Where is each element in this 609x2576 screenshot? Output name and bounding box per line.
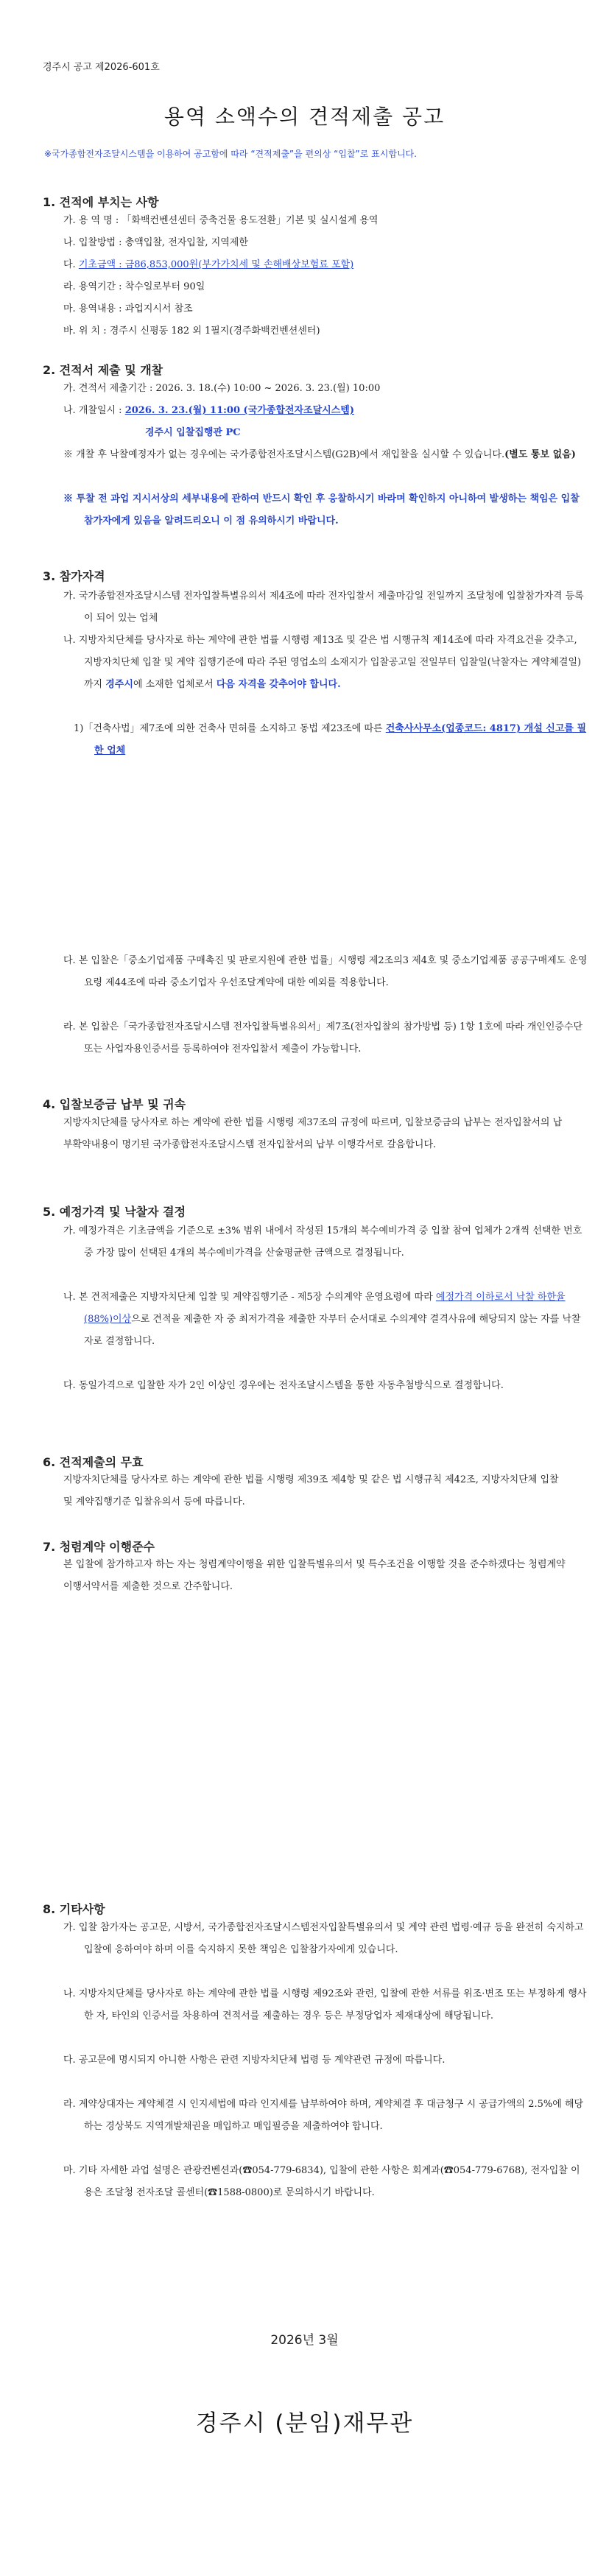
- s3-item-na-qualification: 다음 자격을 갖추어야 합니다.: [216, 679, 341, 690]
- winning-rate-text: 예정가격 이하로서 낙찰 하한율(88%)이상: [84, 1292, 566, 1325]
- s5-item-na-text-a: 나. 본 견적제출은 지방자치단체 입찰 및 계약집행기준 - 제5장 수의계약 운영요령에 따라: [63, 1292, 436, 1303]
- section-4-heading: 4. 입찰보증금 납부 및 귀속: [43, 1097, 186, 1111]
- section-6-heading: 6. 견적제출의 무효: [43, 1455, 144, 1469]
- s1-item-da: [63, 254, 567, 276]
- s3-item-da: 다. 본 입찰은「중소기업제품 구매촉진 및 판로지원에 관한 법률」시행령 제2조의3 제4호 및 중소기업제품 공공구매제도 운영요령 제44조에 따라 중소기업자 우선조달계약에 대한 예외를 적용합니다.: [63, 955, 588, 988]
- s8-item-ma: 마. 기타 자세한 과업 설명은 관광컨벤션과(☎054-779-6834), 입찰에 관한 사항은 회계과(☎054-779-6768), 전자입찰 이용은 조달청 전자조달 콜센터(☎1588-0800)로 문의하시기 바랍니다.: [63, 2165, 580, 2198]
- s1-item-ma: 마. 용역내용 : 과업지시서 참조: [63, 303, 193, 314]
- section-7-heading: 7. 청렴계약 이행준수: [43, 1540, 155, 1554]
- s8-item-ga: 가. 입찰 참가자는 공고문, 시방서, 국가종합전자조달시스템전자입찰특별유의서 및 계약 관련 법령·예규 등을 완전히 숙지하고 입찰에 응하여야 하며 이를 숙지하지 못한 책임은 입찰참가자에게 있습니다.: [63, 1922, 584, 1955]
- opening-datetime: 2026. 3. 23.(월) 11:00 (국가종합전자조달시스템): [124, 405, 354, 416]
- s4-body: 지방자치단체를 당사자로 하는 계약에 관한 법률 시행령 제37조의 규정에 따르며, 입찰보증금의 납부는 전자입찰서의 납부확약내용이 명기된 국가종합전자조달시스템 전자입찰서의 납부 이행각서로 갈음합니다.: [63, 1117, 563, 1150]
- s3-item-na: [63, 630, 588, 696]
- s2-item-ga: 가. 견적서 제출기간 : 2026. 3. 18.(수) 10:00 ~ 2026. 3. 23.(월) 10:00: [63, 383, 381, 394]
- section-3-heading: 3. 참가자격: [43, 569, 105, 583]
- notice-date: 2026년 3월: [270, 2333, 339, 2348]
- s5-item-da: 다. 동일가격으로 입찰한 자가 2인 이상인 경우에는 전자조달시스템을 통한 자동추첨방식으로 결정합니다.: [63, 1380, 504, 1391]
- section-2-heading: 2. 견적서 제출 및 개찰: [43, 363, 163, 377]
- s3-sub-1-text: 1)「건축사법」제7조에 의한 건축사 면허를 소지하고 동법 제23조에 따른: [74, 723, 386, 734]
- s2-note-1-bold: (별도 통보 없음): [504, 449, 576, 460]
- notice-number: 경주시 공고 제2026-601호: [43, 62, 160, 73]
- s3-item-ra: 라. 본 입찰은「국가종합전자조달시스템 전자입찰특별유의서」제7조(전자입찰의 참가방법 등) 1항 1호에 따라 개인인증수단 또는 사업자용인증서를 등록하여야 전자입찰서 제출이 가능합니다.: [63, 1021, 583, 1055]
- s5-item-na-text-b: 으로 견적을 제출한 자 중 최저가격을 제출한 자부터 순서대로 수의계약 결격사유에 해당되지 않는 자를 낙찰자로 결정합니다.: [84, 1314, 581, 1347]
- s5-item-ga: 가. 예정가격은 기초금액을 기준으로 ±3% 범위 내에서 작성된 15개의 복수예비가격 중 입찰 참여 업체가 2개씩 선택한 번호 중 가장 많이 선택된 4개의 복수예비가격을 산술평균한 금액으로 결정됩니다.: [63, 1225, 582, 1259]
- issuing-office: 경주시 (분임)재무관: [195, 2410, 414, 2437]
- s3-item-na-text-a: 나. 지방자치단체를 당사자로 하는 계약에 관한 법률 시행령 제13조 및 같은 법 시행규칙 제14조에 따라 자격요건을 갖추고, 지방자치단체 입찰 및 계약 집행기준에 따라 주된 영업소의 소재지가 입찰공고일 전일부터 입찰일(낙찰자는 계약체결일)까지: [63, 635, 582, 690]
- s8-item-da: 다. 공고문에 명시되지 아니한 사항은 관련 지방자치단체 법령 등 계약관련 규정에 따릅니다.: [63, 2055, 446, 2066]
- s1-item-ba: 바. 위 치 : 경주시 신평동 182 외 1필지(경주화백컨벤션센터): [63, 325, 320, 337]
- s8-item-ra: 라. 계약상대자는 계약체결 시 인지세법에 따라 인지세를 납부하여야 하며, 계약체결 후 대금청구 시 공급가액의 2.5%에 해당하는 경상북도 지역개발채권을 매입하고 매입필증을 제출하여야 합니다.: [63, 2099, 584, 2132]
- opening-place: 경주시 입찰집행관 PC: [145, 427, 241, 438]
- base-amount-text: 기초금액 : 금86,853,000원(부가가치세 및 손해배상보험료 포함): [78, 259, 354, 270]
- s2-item-na: [63, 400, 567, 422]
- s1-item-da-prefix: 다.: [63, 259, 79, 270]
- section-5-heading: 5. 예정가격 및 낙찰자 결정: [43, 1205, 186, 1219]
- s5-item-na: [63, 1287, 588, 1353]
- s3-item-na-text-b: 에 소재한 업체로서: [133, 679, 217, 690]
- s6-body: 지방자치단체를 당사자로 하는 계약에 관한 법률 시행령 제39조 제4항 및 같은 법 시행규칙 제42조, 지방자치단체 입찰 및 계약집행기준 입찰유의서 등에 따릅니다.: [63, 1474, 559, 1507]
- s3-sub-1: [74, 718, 588, 762]
- s3-item-ga: 가. 국가종합전자조달시스템 전자입찰특별유의서 제4조에 따라 전자입찰서 제출마감일 전일까지 조달청에 입찰참가자격 등록이 되어 있는 업체: [63, 591, 584, 624]
- section-1-heading: 1. 견적에 부치는 사항: [43, 195, 159, 209]
- s2-item-na-prefix: 나. 개찰일시 :: [63, 405, 125, 416]
- s2-note-1-text: ※ 개찰 후 낙찰예정자가 없는 경우에는 국가종합전자조달시스템(G2B)에서 재입찰을 실시할 수 있습니다.: [63, 449, 505, 460]
- s1-item-na: 나. 입찰방법 : 총액입찰, 전자입찰, 지역제한: [63, 237, 248, 248]
- s2-note-1: [63, 444, 588, 466]
- section-8-heading: 8. 기타사항: [43, 1902, 105, 1916]
- intro-note: ※국가종합전자조달시스템을 이용하여 공고함에 따라 “견적제출”을 편의상 “입찰”로 표시합니다.: [44, 149, 417, 159]
- s1-item-ga: 가. 용 역 명 : 「화백컨벤션센터 중축건물 용도전환」기본 및 실시설계 용역: [63, 215, 379, 226]
- s1-item-ra: 라. 용역기간 : 착수일로부터 90일: [63, 281, 205, 292]
- architect-office-requirement: 건축사사무소(업종코드: 4817) 개설 신고를 필한 업체: [94, 723, 587, 756]
- page-title: 용역 소액수의 견적제출 공고: [163, 105, 446, 129]
- s2-note-2: ※ 투찰 전 과업 지시서상의 세부내용에 관하여 반드시 확인 후 응찰하시기 바라며 확인하지 아니하여 발생하는 책임은 입찰 참가자에게 있음을 알려드리오니 이 점 유의하시기 바랍니다.: [63, 493, 580, 527]
- s3-item-na-city: 경주시: [105, 679, 133, 690]
- s7-body: 본 입찰에 참가하고자 하는 자는 청렴계약이행을 위한 입찰특별유의서 및 특수조건을 이행할 것을 준수하겠다는 청렴계약이행서약서를 제출한 것으로 간주합니다.: [63, 1559, 566, 1592]
- s8-item-na: 나. 지방자치단체를 당사자로 하는 계약에 관한 법률 시행령 제92조와 관련, 입찰에 관한 서류를 위조·변조 또는 부정하게 행사한 자, 타인의 인증서를 차용하여 견적서를 제출하는 경우 등은 부정당업자 제재대상에 해당됩니다.: [63, 1988, 587, 2021]
